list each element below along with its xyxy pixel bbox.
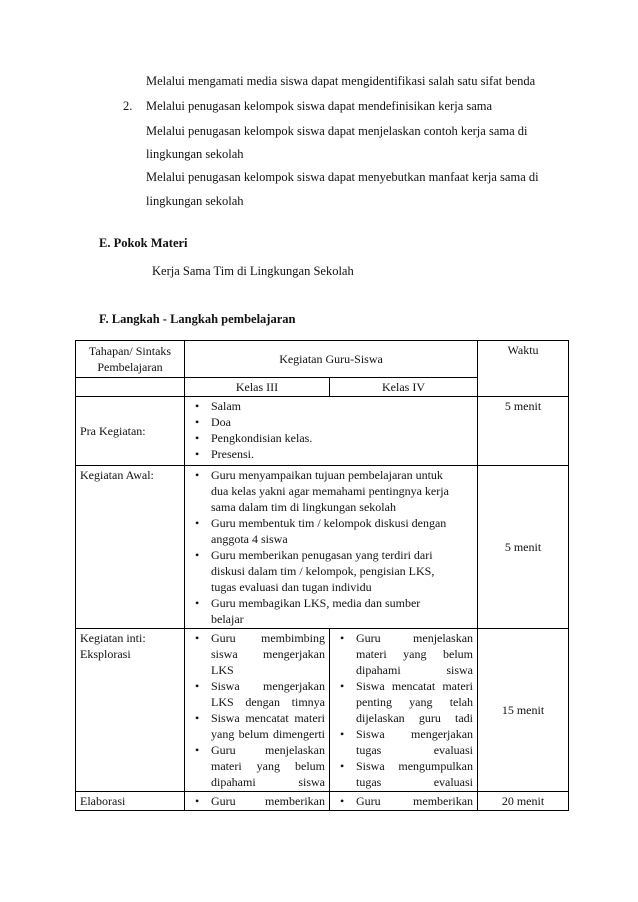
objective-line-2: Melalui penugasan kelompok siswa dapat mendefinisikan kerja sama xyxy=(146,99,493,113)
list-item: • Pengkondisian kelas. xyxy=(211,430,473,446)
table-row-elaborasi xyxy=(76,792,569,811)
activities-elaborasi-kelas-4 xyxy=(330,792,478,811)
header-kegiatan xyxy=(185,341,478,378)
table-row-kegiatan-awal xyxy=(76,466,569,629)
table-row-kegiatan-inti xyxy=(76,629,569,792)
activities-pra-kegiatan xyxy=(185,397,478,466)
objective-line-4a: Melalui penugasan kelompok siswa dapat menyebutkan manfaat kerja sama di xyxy=(146,170,539,184)
objective-number-2: 2. xyxy=(123,99,133,113)
header-kelas-3 xyxy=(185,378,330,397)
subheader-empty-cell xyxy=(76,378,185,397)
objective-line-1: Melalui mengamati media siswa dapat mengidentifikasi salah satu sifat benda xyxy=(146,74,536,88)
time-pra-kegiatan-label: 5 menit xyxy=(504,399,542,413)
header-kelas-3-label: Kelas III xyxy=(235,380,279,394)
header-kelas-4-label: Kelas IV xyxy=(382,380,425,394)
list-item: • Guru menjelaskan materi yang belum dipahami siswa xyxy=(211,742,325,790)
list-item: • Guru membagikan LKS, media dan sumber belajar xyxy=(211,595,455,627)
list-item: • Guru menyampaikan tujuan pembelajaran untuk dua kelas yakni agar memahami pentingnya kerja sama dalam tim di lingkungan sekolah xyxy=(211,467,455,515)
list-item: • Salam xyxy=(211,398,473,414)
list-item: • Doa xyxy=(211,414,473,430)
stage-elaborasi xyxy=(76,792,185,811)
section-f-heading: F. Langkah - Langkah pembelajaran xyxy=(99,312,296,326)
header-tahapan xyxy=(76,341,185,378)
list-item: • Guru membentuk tim / kelompok diskusi dengan anggota 4 siswa xyxy=(211,515,455,547)
objective-line-3a: Melalui penugasan kelompok siswa dapat menjelaskan contoh kerja sama di xyxy=(146,124,528,138)
stage-pra-kegiatan xyxy=(76,397,185,466)
list-item: • Guru memberikan xyxy=(211,793,325,809)
section-e-heading: E. Pokok Materi xyxy=(99,236,188,250)
list-item: • Guru memberikan xyxy=(356,793,473,809)
list-item: • Guru memberikan penugasan yang terdiri dari diskusi dalam tim / kelompok, pengisian LKS, tugas evaluasi dan tugan individu xyxy=(211,547,455,595)
table-row-pra-kegiatan xyxy=(76,397,569,466)
time-elaborasi-label: 20 menit xyxy=(501,794,545,808)
header-tahapan-label: Tahapan/ Sintaks Pembelajaran xyxy=(88,344,172,374)
stage-kegiatan-awal xyxy=(76,466,185,629)
activities-kegiatan-awal xyxy=(185,466,478,629)
stage-kegiatan-inti xyxy=(76,629,185,792)
header-kegiatan-label: Kegiatan Guru-Siswa xyxy=(279,352,383,366)
list-item: • Guru membimbing siswa mengerjakan LKS xyxy=(211,630,325,678)
table-header-row xyxy=(76,341,569,378)
objective-line-4b: lingkungan sekolah xyxy=(146,194,244,208)
stage-pra-kegiatan-label: Pra Kegiatan: xyxy=(80,424,146,438)
activities-inti-kelas-4 xyxy=(330,629,478,792)
learning-steps-table xyxy=(75,340,569,811)
header-kelas-4 xyxy=(330,378,478,397)
activities-elaborasi-kelas-3 xyxy=(185,792,330,811)
objective-line-3b: lingkungan sekolah xyxy=(146,147,244,161)
header-waktu-label: Waktu xyxy=(507,343,539,357)
list-item: • Siswa mencatat materi yang belum dimengerti xyxy=(211,710,325,742)
activities-inti-kelas-3 xyxy=(185,629,330,792)
list-item: • Siswa mengumpulkan tugas evaluasi xyxy=(356,758,473,790)
list-item: • Siswa mengerjakan LKS dengan timnya xyxy=(211,678,325,710)
time-elaborasi xyxy=(478,792,569,811)
stage-eksplorasi-label: Eksplorasi xyxy=(80,647,131,661)
stage-elaborasi-label: Elaborasi xyxy=(80,794,126,808)
list-item: • Siswa mencatat materi penting yang telah dijelaskan guru tadi xyxy=(356,678,473,726)
section-e-content: Kerja Sama Tim di Lingkungan Sekolah xyxy=(152,264,354,278)
time-kegiatan-inti-label: 15 menit xyxy=(501,703,545,717)
time-kegiatan-awal xyxy=(478,466,569,629)
list-item: • Siswa mengerjakan tugas evaluasi xyxy=(356,726,473,758)
list-item: • Guru menjelaskan materi yang belum dipahami siswa xyxy=(356,630,473,678)
time-kegiatan-awal-label: 5 menit xyxy=(504,540,542,554)
time-pra-kegiatan xyxy=(478,397,569,466)
header-waktu xyxy=(478,341,569,397)
list-item: • Presensi. xyxy=(211,446,473,462)
stage-kegiatan-inti-label: Kegiatan inti: xyxy=(80,631,146,645)
time-kegiatan-inti xyxy=(478,629,569,792)
stage-kegiatan-awal-label: Kegiatan Awal: xyxy=(80,468,154,482)
